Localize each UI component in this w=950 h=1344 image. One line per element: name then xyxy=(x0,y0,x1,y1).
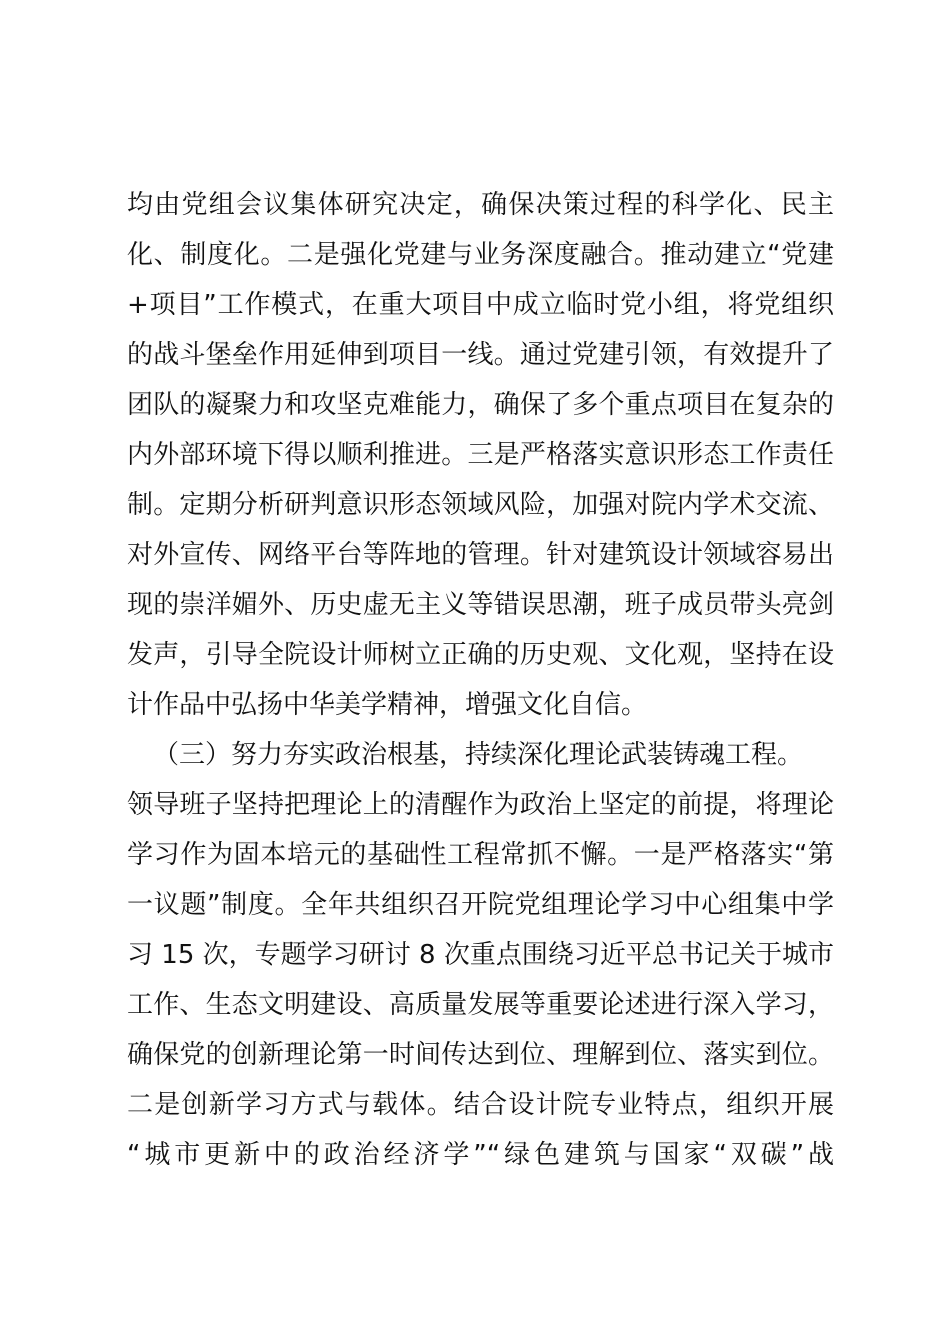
text-line: 化、制度化。二是强化党建与业务深度融合。推动建立“党建 xyxy=(127,240,834,270)
text-line: 学习作为固本培元的基础性工程常抓不懈。一是严格落实“第 xyxy=(127,840,834,870)
text-line: +项目”工作模式，在重大项目中成立临时党小组，将党组织 xyxy=(127,290,834,320)
text-line: 对外宣传、网络平台等阵地的管理。针对建筑设计领域容易出 xyxy=(127,540,834,570)
text-line: 均由党组会议集体研究决定，确保决策过程的科学化、民主 xyxy=(127,190,834,220)
text-line: 内外部环境下得以顺利推进。三是严格落实意识形态工作责任 xyxy=(127,440,834,470)
text-line: 习 15 次，专题学习研讨 8 次重点围绕习近平总书记关于城市 xyxy=(127,940,834,970)
text-line: 发声，引导全院设计师树立正确的历史观、文化观，坚持在设 xyxy=(127,640,834,670)
text-line: 团队的凝聚力和攻坚克难能力，确保了多个重点项目在复杂的 xyxy=(127,390,834,420)
document-body xyxy=(127,180,834,1180)
text-line: 工作、生态文明建设、高质量发展等重要论述进行深入学习， xyxy=(127,990,834,1020)
text-line: 现的崇洋媚外、历史虚无主义等错误思潮，班子成员带头亮剑 xyxy=(127,590,834,620)
text-line: “城市更新中的政治经济学”“绿色建筑与国家“双碳”战 xyxy=(127,1140,834,1170)
text-line: 一议题”制度。全年共组织召开院党组理论学习中心组集中学 xyxy=(127,890,834,920)
text-line: 制。定期分析研判意识形态领域风险，加强对院内学术交流、 xyxy=(127,490,834,520)
text-line: 计作品中弘扬中华美学精神，增强文化自信。 xyxy=(127,690,648,720)
text-line: 的战斗堡垒作用延伸到项目一线。通过党建引领，有效提升了 xyxy=(127,340,834,370)
text-line: 二是创新学习方式与载体。结合设计院专业特点，组织开展 xyxy=(127,1090,834,1120)
section-heading: （三）努力夯实政治根基，持续深化理论武装铸魂工程。 xyxy=(153,740,804,770)
text-line: 确保党的创新理论第一时间传达到位、理解到位、落实到位。 xyxy=(127,1040,834,1070)
text-line: 领导班子坚持把理论上的清醒作为政治上坚定的前提，将理论 xyxy=(127,790,834,820)
